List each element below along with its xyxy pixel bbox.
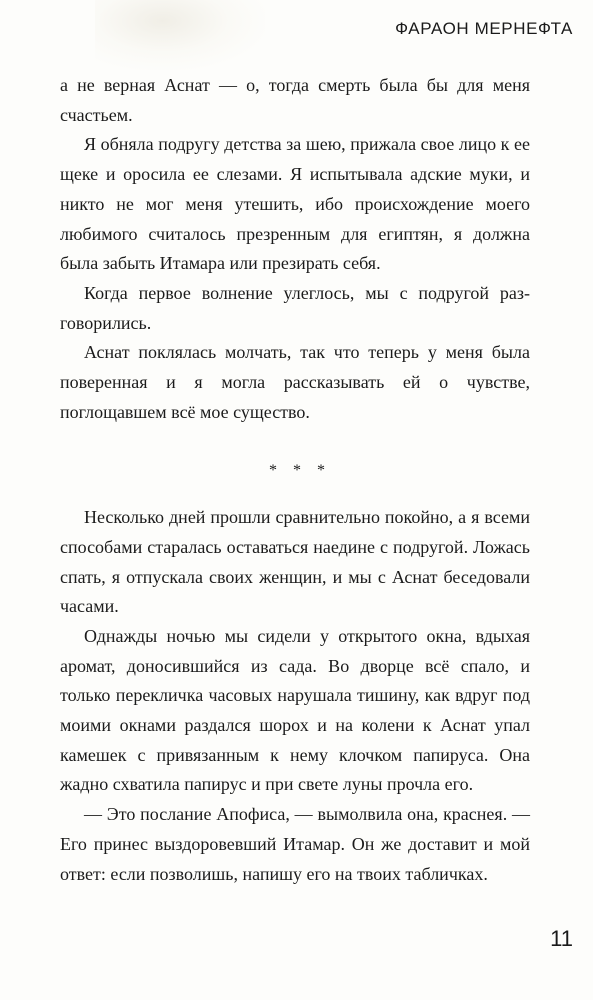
body-text (60, 71, 530, 889)
paragraph: Однажды ночью мы сидели у открытого окна, вдыхая аромат, доносившийся из сада. Во дворце всё спало, и только перекличка часовых нарушала тишину, как вдруг под моими окнами раздался шорох и на колени к Аснат упал камешек с привязанным к нему клочком папируса. Она жадно схватила папирус и при свете луны прочла его. (60, 625, 530, 795)
paragraph: Я обняла подругу детства за шею, прижала свое лицо к ее щеке и оросила ее слезами. Я испытывала адские муки, и никто не мог меня утешить, ибо происхождение моего любимого считалось презренным для египтян, я должна была забыть Итамара или презирать себя. (60, 134, 530, 274)
paragraph: Когда первое волнение улеглось, мы с подругой разговорились. (60, 282, 530, 333)
paragraph: Аснат поклялась молчать, так что теперь у меня была поверенная и я могла рассказывать ей о чувстве, поглощавшем всё мое существо. (60, 342, 530, 422)
running-header: ФАРАОН МЕРНЕФТА (395, 19, 573, 38)
section-break-asterism: * * * (269, 462, 331, 480)
paragraph: Несколько дней прошли сравнительно покойно, а я всеми способами старалась оставаться наедине с подругой. Ложась спать, я отпускала своих женщин, и мы с Аснат беседовали часами. (60, 507, 530, 617)
page-number: 11 (550, 926, 573, 951)
section-after-break (60, 503, 530, 889)
paper-smudge (95, 0, 265, 70)
dialogue-paragraph: — Это послание Апофиса, — вымолвила она, краснея. — Его принес выздоровевший Итамар. Он же доставит и мой ответ: если позволишь, напишу его на твоих табличках. (60, 804, 530, 884)
paragraph-continuation: а не верная Аснат — о, тогда смерть была бы для меня счастьем. (60, 75, 530, 125)
